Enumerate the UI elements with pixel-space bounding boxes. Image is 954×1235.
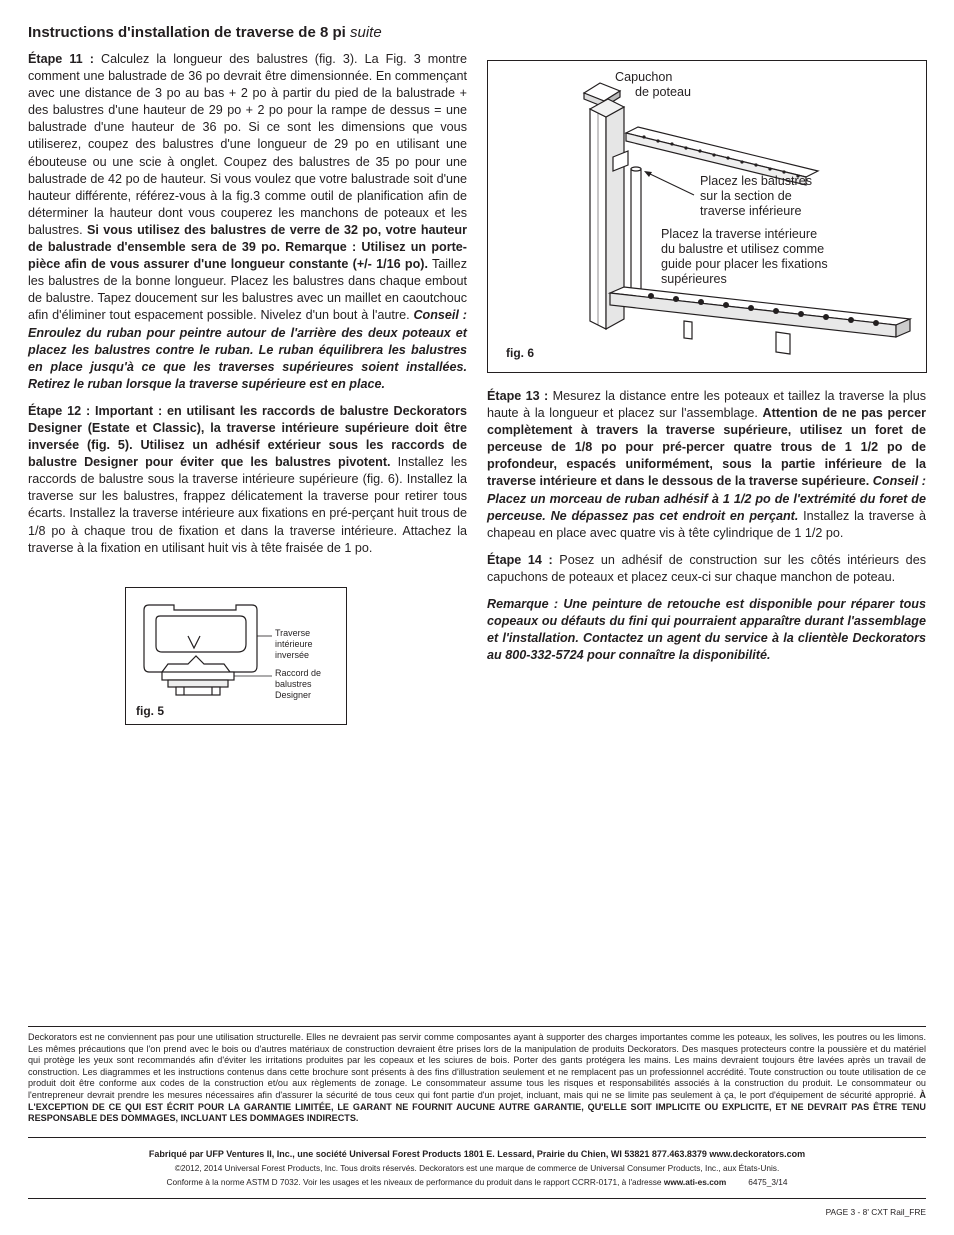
disclaimer-warranty: À L'EXCEPTION DE CE QUI EST ÉCRIT POUR LA GARANTIE LIMITÉE, LE GARANT NE FOURNIT AUCUNE AUTRE GARANTIE, QU'ELLE SOIT IMPLICITE OU EXPLICITE, ET NE DEVRAIT PAS ÊTRE TENU RESPONSABLE DES DOMMAGES, INCLUANT LES DOMMAGES INDIRECTS. — [28, 1089, 926, 1124]
step-12 — [28, 403, 467, 557]
compliance-text: Conforme à la norme ASTM D 7032. Voir les usages et les niveaux de performance du produit dans le rapport CCRR-0171, à l'adresse — [166, 1177, 664, 1187]
step-13-text-2: Installez la traverse à chapeau en place avec quatre vis à tête cylindrique de 1 1/2 po. — [487, 508, 926, 540]
manufacturer-line: Fabriqué par UFP Ventures II, Inc., une société Universal Forest Products 1801 E. Lessard, Prairie du Chien, WI 53821 877.463.8379 www.deckorators.com — [148, 1149, 806, 1159]
fig6-label: fig. 6 — [506, 346, 535, 360]
compliance-line — [28, 1177, 926, 1187]
step-11-tip: Conseil : Enroulez du ruban pour peintre autour de l'arrière des deux poteaux et placez les balustres contre le ruban. Le ruban équilibrera les balustres en place jusqu'à ce que les traverses supérieures soient installées. Retirez le ruban lorsque la traverse supérieure est en place. — [28, 308, 467, 391]
callout-inverted-rail-line: intérieure — [275, 639, 313, 649]
step-14-label: Étape 14 : — [487, 552, 553, 567]
step-12-text: Installez les raccords de balustre sous la traverse intérieure supérieure (fig. 6). Installez la traverse sur les balustres, frappez délicatement la traverse pour retirer tous écarts. Installez la traverse intérieure aux fixations en pré-perçant huit trous de 1/8 po à chaque trou de fixation et dans la traverse intérieure. Attachez la traverse à la fixation en utilisant huit vis à tête fraisée de 1 po. — [28, 455, 468, 555]
step-14-text: Posez un adhésif de construction sur les côtés intérieurs des capuchons de poteaux et placez ceux-ci sur chaque manchon de poteau. — [487, 552, 926, 584]
left-column — [28, 51, 467, 567]
note: Remarque : Une peinture de retouche est disponible pour réparer tous copeaux ou défauts du fini qui pourraient apparaître durant l'assemblage et l'installation. Contactez un agent du service à la clientèle Deckorators au 800-332-5724 pour connaître la disponibilité. — [487, 597, 926, 663]
fig5-label: fig. 5 — [136, 704, 165, 718]
callout-inner-rail-line: supérieures — [661, 272, 727, 286]
callout-inner-rail-line: guide pour placer les fixations — [661, 257, 828, 271]
page-reference: PAGE 3 - 8' CXT Rail_FRE — [825, 1207, 926, 1217]
callout-designer-connector — [275, 668, 321, 701]
callout-inverted-rail-line: inversée — [275, 650, 310, 660]
designer-connector — [162, 672, 234, 695]
step-13-text: Mesurez la distance entre les poteaux et taillez la traverse la plus haute à la longueur et placez sur l'assemblage. — [487, 389, 926, 421]
callout-balusters-line: sur la section de — [700, 189, 792, 203]
step-13-label: Étape 13 : — [487, 389, 549, 403]
step-11-label: Étape 11 : — [28, 52, 94, 66]
figure-6 — [487, 60, 927, 373]
doc-code: 6475_3/14 — [748, 1177, 788, 1187]
step-11-text-2: Taillez les balustres de la bonne longueur. Placez les balustres dans chaque embout de balustre. Tapez doucement sur les balustres avec un maillet en caoutchouc afin d'éliminer tout espacement possible. Nivelez d'un bout à l'autre. — [28, 257, 467, 323]
callout-balusters-line: Placez les balustres — [700, 174, 812, 188]
page-title — [28, 24, 382, 41]
lower-rail — [610, 287, 910, 337]
compliance-url[interactable]: www.ati-es.com — [663, 1177, 727, 1187]
figure-5 — [125, 587, 347, 725]
callout-balusters — [700, 174, 812, 219]
callout-designer-connector-line: Raccord de — [275, 668, 322, 678]
callout-inner-rail-line: du balustre et utilisez comme — [661, 242, 825, 256]
title-text: Instructions d'installation de traverse de 8 pi — [28, 24, 346, 41]
footer-rule-bottom — [28, 1198, 926, 1199]
callout-balusters-line: traverse inférieure — [700, 204, 802, 218]
title-suffix: suite — [349, 24, 382, 41]
step-13-tip: Conseil : Placez un morceau de ruban adhésif à 1 1/2 po de l'extrémité du foret de perceuse. Ne dépassez pas cet endroit en perçant. — [487, 474, 926, 523]
footer-rule-top — [28, 1026, 926, 1027]
step-13 — [487, 388, 926, 542]
step-11 — [28, 51, 467, 393]
callout-designer-connector-line: balustres — [275, 679, 312, 689]
step-13-bold: Attention de ne pas percer complètement à travers la traverse supérieure, utilisez un foret de perceuse de 1/8 po pour pré-percer quatre trous de 1 1/2 po de profondeur, espacés uniformément, sous la partie inférieure de la traverse intérieure et dans le dessous de la traverse supérieure. — [487, 406, 927, 489]
callout-inverted-rail-line: Traverse — [275, 628, 311, 638]
callout-designer-connector-line: Designer — [275, 690, 312, 700]
callout-post-cap-line: de poteau — [635, 85, 692, 99]
disclaimer-text: Deckorators est ne conviennent pas pour une utilisation structurelle. Elles ne devraient pas servir comme composantes ayant à supporter des charges importantes comme les poteaux, les solives, les poutres ou les limons. Les mêmes précautions que l'on prend avec le bois ou d'autres matériaux de construction devraient être prises lors de la manipulation de produits Deckorators. Des masques protecteurs contre la poussière et du matériel qui protège les yeux sont recommandés afin d'éviter les irritations produites par les copeaux et les sciures de bois. Porter des gants protégera les mains. Les mains devraient toujours être lavées après un travail de construction. Les diagrammes et les instructions contenus dans cette brochure sont présents à des fins d'illustration seulement et ne remplacent pas un professionnel accrédité. Toute construction ou toute utilisation de ce produit doit être conforme aux codes de la construction et/ou aux règlements de zonage. Le consommateur assume tous les risques et responsabilités associés à la construction du produit. Le consommateur ou l'entrepreneur devrait prendre les mesures nécessaires afin d'assurer la sécurité de tous ceux qui font partie d'un projet, incluant, mais qui ne se limite pas seulement à ça, le port d'équipement de sécurité approprié. — [28, 1032, 926, 1100]
callout-inner-rail-line: Placez la traverse intérieure — [661, 227, 818, 241]
callout-inverted-rail — [275, 628, 313, 661]
right-column — [487, 388, 926, 674]
callout-inner-rail — [661, 227, 828, 287]
disclaimer — [28, 1032, 926, 1125]
step-12-bold: Étape 12 : Important : en utilisant les raccords de balustre Deckorators Designer (Estate et Classic), la traverse intérieure supérieure doit être inversée (fig. 5). Utilisez un adhésif extérieur sous les raccords de balustre Designer pour éviter que les balustres pivotent. — [28, 403, 467, 470]
copyright-line: ©2012, 2014 Universal Forest Products, Inc. Tous droits réservés. Deckorators est une marque de commerce de Universal Consumer Products, Inc., aux États-Unis. — [174, 1163, 780, 1173]
step-11-bold: Si vous utilisez des balustres de verre de 32 po, votre hauteur de balustrade d'ensemble sera de 39 po. Remarque : Utilisez un porte-pièce afin de vous assurer d'une longueur constante (+/- 1/16 po). — [28, 222, 467, 272]
footer-rule-middle — [28, 1137, 926, 1138]
step-14 — [487, 552, 926, 586]
callout-post-cap — [615, 70, 691, 100]
baluster — [631, 167, 641, 299]
callout-post-cap-line: Capuchon — [615, 70, 673, 84]
step-11-text: Calculez la longueur des balustres (fig. 3). La Fig. 3 montre comment une balustrade de 36 po devrait être dimensionnée. En commençant avec une distance de 3 po au bas + 2 po à partir du pied de la balustrade + des balustres d'une hauteur de 29 po + 2 po pour la rampe de dessus = une balustrade d'une hauteur de 36 po. Si ce sont les dimensions que vous utiliserez, coupez des balustres d'une longueur de 29 po en utilisant une ébouteuse ou une scie à onglet. Coupez des balustres de 35 po pour une balustrade de 42 po de hauteur. Si vous voulez que votre balustrade soit d'une hauteur différente, référez-vous à la fig.3 comme outil de planification afin de déterminer la hauteur dont vous couperez les manchons de poteaux et les balustres. — [28, 52, 467, 237]
